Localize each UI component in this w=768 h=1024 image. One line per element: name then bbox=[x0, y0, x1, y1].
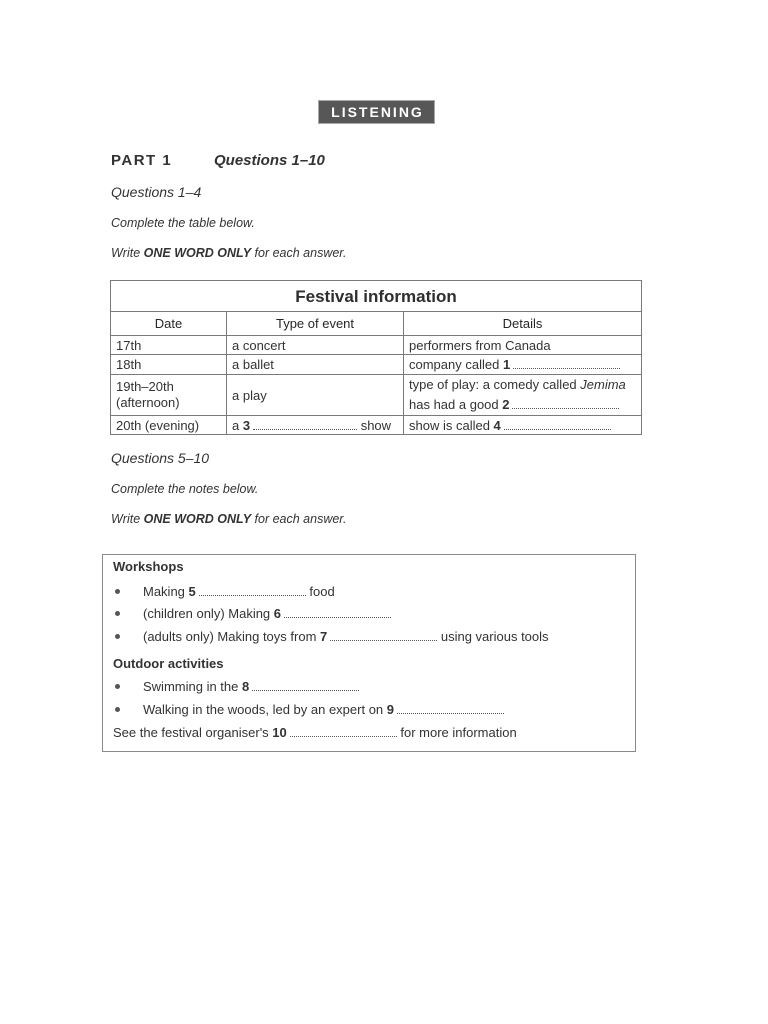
table-row bbox=[111, 375, 642, 416]
answer-blank bbox=[513, 368, 620, 369]
table-title-row bbox=[111, 281, 642, 312]
details-line bbox=[409, 375, 636, 395]
details-text: type of play: a comedy called bbox=[409, 377, 581, 392]
instruction-text: for each answer. bbox=[251, 512, 347, 526]
answer-blank bbox=[253, 429, 357, 430]
item-text: food bbox=[305, 584, 335, 599]
answer-blank bbox=[199, 595, 306, 596]
word-limit-emphasis: ONE WORD ONLY bbox=[143, 246, 252, 260]
instruction-text: Write bbox=[111, 512, 144, 526]
cell-details bbox=[404, 375, 642, 416]
instruction-text: Write bbox=[111, 246, 144, 260]
workshops-heading: Workshops bbox=[113, 559, 184, 574]
listening-badge: LISTENING bbox=[318, 100, 435, 124]
cell-event: a play bbox=[227, 375, 404, 416]
item-text: (children only) Making bbox=[143, 606, 274, 621]
list-item bbox=[143, 679, 359, 695]
list-item bbox=[143, 606, 391, 622]
bullet-icon bbox=[115, 589, 120, 594]
table-row bbox=[111, 416, 642, 435]
item-text: Making bbox=[143, 584, 189, 599]
notes-box bbox=[102, 554, 636, 752]
question-number: 8 bbox=[241, 679, 250, 694]
question-number: 3 bbox=[242, 417, 251, 433]
cell-date: 19th–20th (afternoon) bbox=[111, 375, 227, 416]
cell-event: a concert bbox=[227, 336, 404, 355]
word-limit-instruction bbox=[111, 511, 346, 527]
list-item bbox=[143, 584, 335, 600]
item-text: (adults only) Making toys from bbox=[143, 629, 321, 644]
questions-1-4-heading: Questions 1–4 bbox=[111, 184, 202, 200]
cell-details: performers from Canada bbox=[404, 336, 642, 355]
list-item bbox=[143, 702, 504, 718]
details-text: company called bbox=[409, 357, 503, 372]
cell-date: 17th bbox=[111, 336, 227, 355]
details-line bbox=[409, 395, 636, 415]
question-number: 7 bbox=[320, 629, 328, 644]
cell-details bbox=[404, 355, 642, 375]
footer-text: See the festival organiser's bbox=[113, 725, 273, 740]
item-text: Swimming in the bbox=[143, 679, 242, 694]
event-text: a bbox=[232, 417, 243, 433]
answer-blank bbox=[504, 429, 611, 430]
details-text: has had a good bbox=[409, 397, 503, 412]
festival-information-table bbox=[110, 280, 642, 435]
table-row bbox=[111, 355, 642, 375]
column-header-details: Details bbox=[404, 312, 642, 336]
list-item bbox=[143, 629, 549, 645]
cell-date: 18th bbox=[111, 355, 227, 375]
instruction-text: for each answer. bbox=[251, 246, 347, 260]
answer-blank bbox=[284, 617, 391, 618]
notes-footer bbox=[113, 725, 517, 741]
outdoor-activities-heading: Outdoor activities bbox=[113, 656, 224, 671]
answer-blank bbox=[397, 713, 504, 714]
word-limit-instruction bbox=[111, 245, 346, 261]
bullet-icon bbox=[115, 684, 120, 689]
cell-event bbox=[227, 416, 404, 435]
cell-date: 20th (evening) bbox=[111, 416, 227, 435]
event-text: show bbox=[357, 417, 392, 433]
table-header-row bbox=[111, 312, 642, 336]
item-text: Walking in the woods, led by an expert on bbox=[143, 702, 387, 717]
word-limit-emphasis: ONE WORD ONLY bbox=[143, 512, 252, 526]
bullet-icon bbox=[115, 707, 120, 712]
question-number: 1 bbox=[502, 357, 511, 372]
table-row bbox=[111, 336, 642, 355]
question-number: 2 bbox=[502, 397, 510, 412]
answer-blank bbox=[512, 408, 619, 409]
cell-event: a ballet bbox=[227, 355, 404, 375]
answer-blank bbox=[252, 690, 359, 691]
footer-text: for more information bbox=[396, 725, 517, 740]
question-number: 9 bbox=[386, 702, 395, 717]
answer-blank bbox=[290, 736, 397, 737]
notes-instruction: Complete the notes below. bbox=[111, 482, 259, 496]
table-instruction: Complete the table below. bbox=[111, 216, 255, 230]
questions-5-10-heading: Questions 5–10 bbox=[111, 450, 210, 466]
question-number: 10 bbox=[272, 725, 287, 740]
question-number: 5 bbox=[188, 584, 196, 599]
column-header-date: Date bbox=[111, 312, 227, 336]
bullet-icon bbox=[115, 634, 120, 639]
item-text: using various tools bbox=[437, 629, 549, 644]
cell-details bbox=[404, 416, 642, 435]
play-title: Jemima bbox=[580, 377, 626, 392]
table-title: Festival information bbox=[111, 281, 642, 312]
part-label: PART 1 bbox=[111, 152, 173, 169]
part-questions-range: Questions 1–10 bbox=[214, 152, 325, 169]
answer-blank bbox=[330, 640, 437, 641]
question-number: 6 bbox=[273, 606, 282, 621]
bullet-icon bbox=[115, 611, 120, 616]
column-header-type-of-event: Type of event bbox=[227, 312, 404, 336]
question-number: 4 bbox=[493, 417, 501, 433]
details-text: show is called bbox=[409, 417, 494, 433]
